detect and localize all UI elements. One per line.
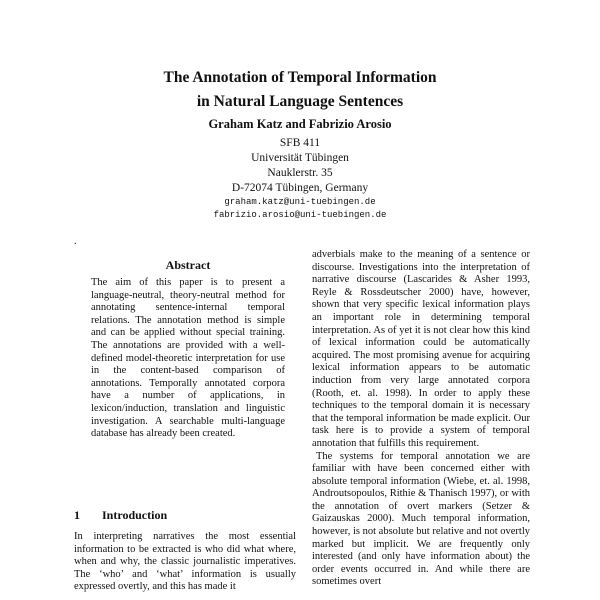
- section-title: Introduction: [102, 508, 168, 522]
- title-line-2: in Natural Language Sentences: [196, 93, 404, 110]
- abstract-text: The aim of this paper is to present a language-neutral, theory-neutral method for annotating sentence-internal temporal relations. The annotation method is simple and can be applied without special training. The annotations are provided with a well-defined model-theoretic interpretation for use in the content-based comparison of annotations. Temporally annotated corpora have a number of applications, in lexicon/induction, translation and linguistic investigation. A searchable multi-language database has already been created.: [91, 277, 285, 440]
- affiliation: [0, 136, 600, 222]
- authors: Graham Katz and Fabrizio Arosio: [208, 117, 392, 131]
- section-heading: [74, 507, 304, 523]
- section-number: 1: [74, 508, 80, 522]
- affiliation-line-1: SFB 411: [279, 137, 321, 149]
- email-1: graham.katz@uni-tuebingen.de: [224, 197, 376, 207]
- affiliation-line-4: D-72074 Tübingen, Germany: [231, 182, 369, 194]
- affiliation-line-2: Universität Tübingen: [251, 152, 349, 164]
- introduction-text: In interpreting narratives the most essential information to be extracted is who did what where, when and why, the classic journalistic imperatives. The ‘who’ and ‘what’ information is usually expressed overtly, and this has made it: [74, 531, 296, 593]
- email-2: fabrizio.arosio@uni-tuebingen.de: [213, 210, 387, 220]
- right-column: [312, 249, 530, 589]
- affiliation-line-3: Nauklerstr. 35: [267, 167, 333, 179]
- title-line-1: The Annotation of Temporal Information: [163, 69, 437, 86]
- stray-mark: .: [74, 236, 77, 247]
- abstract-heading: Abstract: [165, 258, 211, 272]
- paper-title: [0, 66, 600, 114]
- right-paragraph-2: The systems for temporal annotation we are familiar with have been concerned either with absolute temporal information (Wiebe, et. al. 1998, Androutsopoulos, Rithie & Thanisch 1997), or with the annotation of overt markers (Setzer & Gaizauskas 2000). Much temporal information, however, is not absolute but relative and not overtly marked but implicit. We are frequently only interested (and only have information about) the order events occurred in. And while there are sometimes overt: [312, 450, 530, 588]
- right-paragraph-1: adverbials make to the meaning of a sentence or discourse. Investigations into the interpretation of narrative discourse (Lascarides & Asher 1993, Reyle & Rossdeutscher 2000) have, however, shown that very specific lexical information plays an important role in determining temporal interpretation. As of yet it is not clear how this kind of lexical information could be automatically acquired. The most promising avenue for acquiring lexical information appears to be automatic induction from very large annotated corpora (Rooth, et. al. 1998). In order to apply these techniques to the temporal domain it is necessary that the temporal information be made explicit. Our task here is to provide a system of temporal annotation that fulfills this requirement.: [312, 249, 530, 449]
